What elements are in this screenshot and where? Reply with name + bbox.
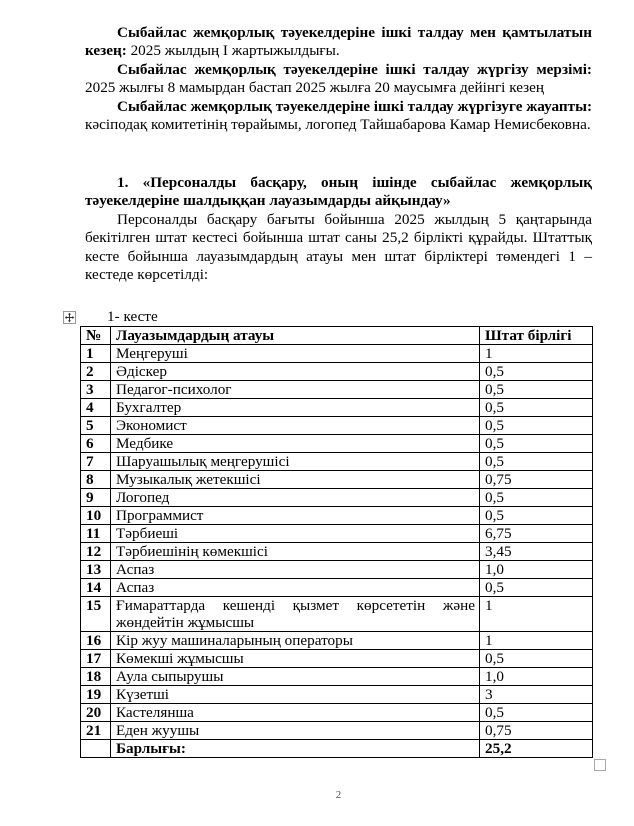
table-row bbox=[81, 668, 593, 686]
staff-units: 0,5 bbox=[480, 489, 593, 507]
staff-units: 0,5 bbox=[480, 435, 593, 453]
row-number: 19 bbox=[81, 686, 111, 704]
position-name: Медбике bbox=[111, 435, 480, 453]
position-name: Кастелянша bbox=[111, 704, 480, 722]
staff-units: 6,75 bbox=[480, 525, 593, 543]
table-row bbox=[81, 543, 593, 561]
resize-handle-icon bbox=[594, 759, 606, 771]
staff-units: 0,5 bbox=[480, 453, 593, 471]
responsible-label: Сыбайлас жемқорлық тәуекелдеріне ішкі талдау жүргізуге жауапты: bbox=[117, 97, 592, 115]
position-name: Экономист bbox=[111, 417, 480, 435]
staff-units: 0,5 bbox=[480, 704, 593, 722]
table-row bbox=[81, 507, 593, 525]
row-number: 12 bbox=[81, 543, 111, 561]
position-name: Аспаз bbox=[111, 579, 480, 597]
page-number: 2 bbox=[335, 789, 342, 801]
header-position-name: Лауазымдардың атауы bbox=[111, 327, 480, 345]
row-number: 21 bbox=[81, 722, 111, 740]
staff-units: 0,5 bbox=[480, 399, 593, 417]
staff-units: 0,75 bbox=[480, 471, 593, 489]
row-number: 15 bbox=[81, 597, 111, 632]
row-number: 5 bbox=[81, 417, 111, 435]
table-row bbox=[81, 363, 593, 381]
row-number: 18 bbox=[81, 668, 111, 686]
position-name: Логопед bbox=[111, 489, 480, 507]
total-value: 25,2 bbox=[480, 740, 593, 758]
table-resize-handle[interactable] bbox=[594, 759, 606, 771]
table-caption: 1- кесте bbox=[107, 308, 158, 325]
staff-units: 0,5 bbox=[480, 381, 593, 399]
position-name: Еден жуушы bbox=[111, 722, 480, 740]
staff-units: 0,5 bbox=[480, 650, 593, 668]
table-row bbox=[81, 686, 593, 704]
row-number: 4 bbox=[81, 399, 111, 417]
staff-units: 3 bbox=[480, 686, 593, 704]
row-number: 16 bbox=[81, 632, 111, 650]
position-name: Аула сыпырушы bbox=[111, 668, 480, 686]
responsible-paragraph bbox=[85, 98, 592, 135]
position-name: Бухгалтер bbox=[111, 399, 480, 417]
staff-units: 0,5 bbox=[480, 417, 593, 435]
table-row bbox=[81, 417, 593, 435]
section-body-text: Персоналды басқару бағыты бойынша 2025 жылдың 5 қаңтарында бекітілген штат кестесі бойынша штат саны 25,2 бірлікті құрайды. Штаттық кесте бойынша лауазымдардың атауы мен штат бірліктері төмендегі 1 – кестеде көрсетілді: bbox=[85, 210, 592, 284]
table-row bbox=[81, 722, 593, 740]
table-move-handle[interactable] bbox=[63, 311, 76, 324]
row-number: 2 bbox=[81, 363, 111, 381]
staff-units: 1 bbox=[480, 597, 593, 632]
table-row bbox=[81, 561, 593, 579]
row-number: 7 bbox=[81, 453, 111, 471]
table-row bbox=[81, 597, 593, 632]
analysis-period-paragraph bbox=[85, 24, 592, 61]
position-name: Музыкалық жетекшісі bbox=[111, 471, 480, 489]
total-label: Барлығы: bbox=[111, 740, 480, 758]
row-number: 8 bbox=[81, 471, 111, 489]
header-staff-units: Штат бірлігі bbox=[480, 327, 593, 345]
table-row bbox=[81, 650, 593, 668]
staff-units: 0,5 bbox=[480, 363, 593, 381]
row-number: 13 bbox=[81, 561, 111, 579]
staff-units: 0,5 bbox=[480, 579, 593, 597]
position-name: Тәрбиеші bbox=[111, 525, 480, 543]
position-name: Шаруашылық меңгерушісі bbox=[111, 453, 480, 471]
analysis-period-label: Сыбайлас жемқорлық тәуекелдеріне ішкі талдау мен қамтылатын кезең: bbox=[85, 24, 592, 60]
staff-units: 0,75 bbox=[480, 722, 593, 740]
row-number: 3 bbox=[81, 381, 111, 399]
row-number: 11 bbox=[81, 525, 111, 543]
row-number: 6 bbox=[81, 435, 111, 453]
position-name: Әдіскер bbox=[111, 363, 480, 381]
table-row bbox=[81, 632, 593, 650]
position-name: Программист bbox=[111, 507, 480, 525]
staff-units: 1 bbox=[480, 345, 593, 363]
table-row bbox=[81, 381, 593, 399]
table-header-row bbox=[81, 327, 593, 345]
move-arrows-icon bbox=[63, 311, 76, 324]
section-heading-text: 1. «Персоналды басқару, оның ішінде сыбайлас жемқорлық тәуекелдеріне шалдыққан лауазымдарды айқындау» bbox=[85, 174, 592, 210]
staff-units: 3,45 bbox=[480, 543, 593, 561]
row-number: 14 bbox=[81, 579, 111, 597]
analysis-term-value: 2025 жылғы 8 мамырдан бастап 2025 жылға 20 маусымға дейінгі кезең bbox=[85, 79, 544, 97]
total-number-empty bbox=[81, 740, 111, 758]
row-number: 1 bbox=[81, 345, 111, 363]
row-number: 17 bbox=[81, 650, 111, 668]
position-name: Тәрбиешінің көмекшісі bbox=[111, 543, 480, 561]
row-number: 9 bbox=[81, 489, 111, 507]
row-number: 10 bbox=[81, 507, 111, 525]
position-name: Аспаз bbox=[111, 561, 480, 579]
table-row bbox=[81, 489, 593, 507]
table-row bbox=[81, 345, 593, 363]
analysis-period-value: 2025 жылдың І жартыжылдығы. bbox=[130, 42, 340, 60]
position-name: Күзетші bbox=[111, 686, 480, 704]
table-row bbox=[81, 453, 593, 471]
row-number: 20 bbox=[81, 704, 111, 722]
position-name: Кір жуу машиналарының операторы bbox=[111, 632, 480, 650]
staff-units: 0,5 bbox=[480, 507, 593, 525]
table-row bbox=[81, 525, 593, 543]
section-1 bbox=[85, 174, 592, 284]
position-name: Меңгеруші bbox=[111, 345, 480, 363]
header-number: № bbox=[81, 327, 111, 345]
analysis-term-label: Сыбайлас жемқорлық тәуекелдеріне ішкі талдау жүргізу мерзімі: bbox=[117, 60, 592, 78]
table-total-row bbox=[81, 740, 593, 758]
analysis-term-paragraph bbox=[85, 61, 592, 98]
position-name: Көмекші жұмысшы bbox=[111, 650, 480, 668]
table-row bbox=[81, 704, 593, 722]
intro-block bbox=[85, 24, 592, 134]
table-row bbox=[81, 435, 593, 453]
staff-units: 1 bbox=[480, 632, 593, 650]
responsible-value: кәсіподақ комитетінің төрайымы, логопед Тайшабарова Камар Немисбековна. bbox=[85, 116, 591, 134]
staff-units: 1,0 bbox=[480, 668, 593, 686]
section-heading bbox=[85, 174, 592, 211]
position-name: Ғимараттарда кешенді қызмет көрсететін және жөндейтін жұмысшы bbox=[111, 597, 480, 632]
staff-table bbox=[80, 326, 593, 758]
staff-units: 1,0 bbox=[480, 561, 593, 579]
table-row bbox=[81, 471, 593, 489]
table-row bbox=[81, 399, 593, 417]
table-row bbox=[81, 579, 593, 597]
position-name: Педагог-психолог bbox=[111, 381, 480, 399]
